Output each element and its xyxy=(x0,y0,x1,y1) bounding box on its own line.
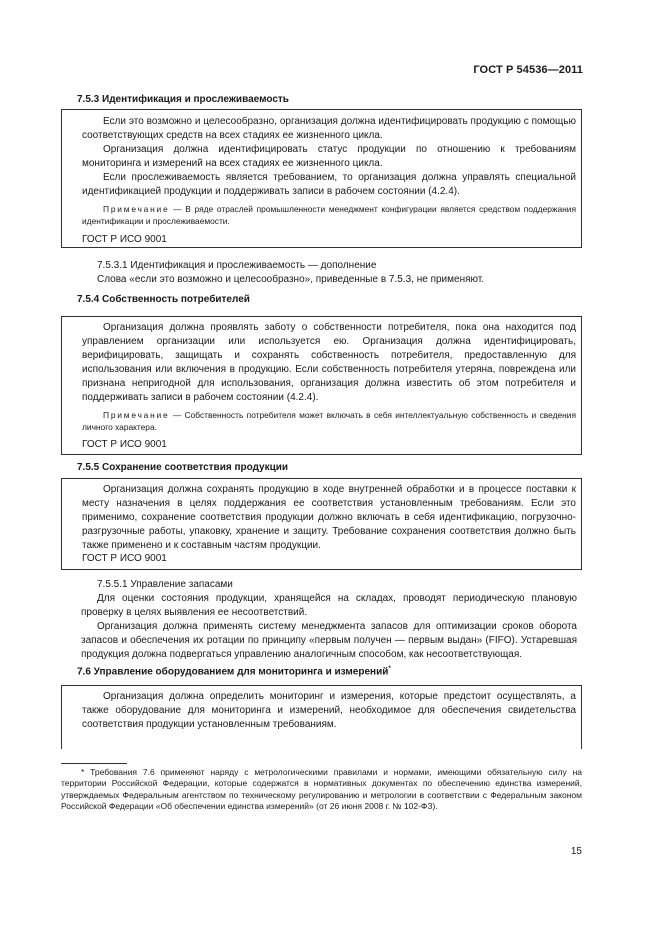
section-7-5-3-heading: 7.5.3 Идентификация и прослеживаемость xyxy=(77,94,289,105)
section-7-5-3-1 xyxy=(61,259,582,287)
standard-reference: ГОСТ Р ИСО 9001 xyxy=(82,439,167,451)
paragraph: Организация должна применять систему менеджмента запасов для оптимизации сроков оборота запасов и обеспечения их ротации по принципу «первым получен — первым выдан» (FIFO). Устаревшая продукция должна подвергаться управлению аналогичным способом, как несоответствующая. xyxy=(81,620,577,660)
footnote-marker[interactable]: * xyxy=(388,666,391,672)
paragraph: Организация должна проявлять заботу о собственности потребителя, пока она находится под управлением организации или используется ею. Организация должна идентифицировать, верифицировать, защищать и сохранять собственность потребителя, предоставленную для использования или включения в продукцию. Если собственность потребителя утеряна, повреждена или признана непригодной для использования, организация должна известить об этом потребителя и поддерживать записи в рабочем состоянии (4.2.4). xyxy=(82,322,576,403)
note: Примечание — Собственность потребителя может включать в себя интеллектуальную собственность и сведения личного характера. xyxy=(82,410,576,432)
section-7-5-5-box xyxy=(61,478,582,570)
section-7-5-5-1-heading: 7.5.5.1 Управление запасами xyxy=(97,579,233,590)
footnote: * Требования 7.6 применяют наряду с метрологическими правилами и нормами, имеющими обязательную силу на территории Российской Федерации, которые содержатся в нормативных документах по обеспечению единства измерений, утверждаемых Федеральным агентством по техническому регулированию и метрологии в соответствии с Федеральным законом Российской Федерации «Об обеспечении единства измерений» (от 26 июня 2008 г. № 102-ФЗ). xyxy=(61,767,582,811)
paragraph: Для оценки состояния продукции, хранящейся на складах, проводят периодическую плановую проверку в целях выявления ее несоответствий. xyxy=(81,592,577,618)
note: Примечание — В ряде отраслей промышленности менеджмент конфигурации является средством поддержания идентификации и прослеживаемости. xyxy=(82,204,576,226)
paragraph: Организация должна идентифицировать статус продукции по отношению к требованиям мониторинга и измерений на всех стадиях ее жизненного цикла. xyxy=(82,143,576,169)
section-7-6-box xyxy=(61,685,582,749)
section-7-5-4-box xyxy=(61,316,582,455)
paragraph: Если это возможно и целесообразно, организация должна идентифицировать продукцию с помощью соответствующих средств на всех стадиях ее жизненного цикла. xyxy=(82,116,576,141)
paragraph: Если прослеживаемость является требованием, то организация должна управлять специальной идентификацией продукции и поддерживать записи в рабочем состоянии (4.2.4). xyxy=(82,171,576,197)
section-7-5-4-heading: 7.5.4 Собственность потребителей xyxy=(77,294,250,305)
paragraph: Организация должна определить мониторинг и измерения, которые предстоит осуществлять, а также оборудование для мониторинга и измерений, необходимое для обеспечения свидетельства соответствия продукции установленным требованиям. xyxy=(82,691,576,730)
paragraph: Организация должна сохранять продукцию в ходе внутренней обработки и в процессе поставки к месту назначения в целях поддержания ее соответствия установленным требованиям. Если это применимо, сохранение соответствия продукции должно включать в себя идентификацию, погрузочно-разгрузочные работы, упаковку, хранение и защиту. Требование сохранения соответствия должно быть также применено и к составным частям продукции. xyxy=(82,484,576,551)
standard-reference: ГОСТ Р ИСО 9001 xyxy=(82,234,167,246)
section-7-6-heading: 7.6 Управление оборудованием для мониторинга и измерений* xyxy=(77,666,391,678)
standard-reference: ГОСТ Р ИСО 9001 xyxy=(82,552,167,564)
paragraph: Слова «если это возможно и целесообразно», приведенные в 7.5.3, не применяют. xyxy=(97,273,485,285)
document-id-header: ГОСТ Р 54536—2011 xyxy=(473,64,583,76)
section-7-5-3-1-heading: 7.5.3.1 Идентификация и прослеживаемость — дополнение xyxy=(97,260,377,271)
section-7-5-3-box xyxy=(61,109,582,248)
section-7-5-5-heading: 7.5.5 Сохранение соответствия продукции xyxy=(77,462,289,473)
section-7-5-5-1 xyxy=(61,578,582,661)
footnote-separator xyxy=(61,763,127,764)
page-number: 15 xyxy=(570,846,582,857)
